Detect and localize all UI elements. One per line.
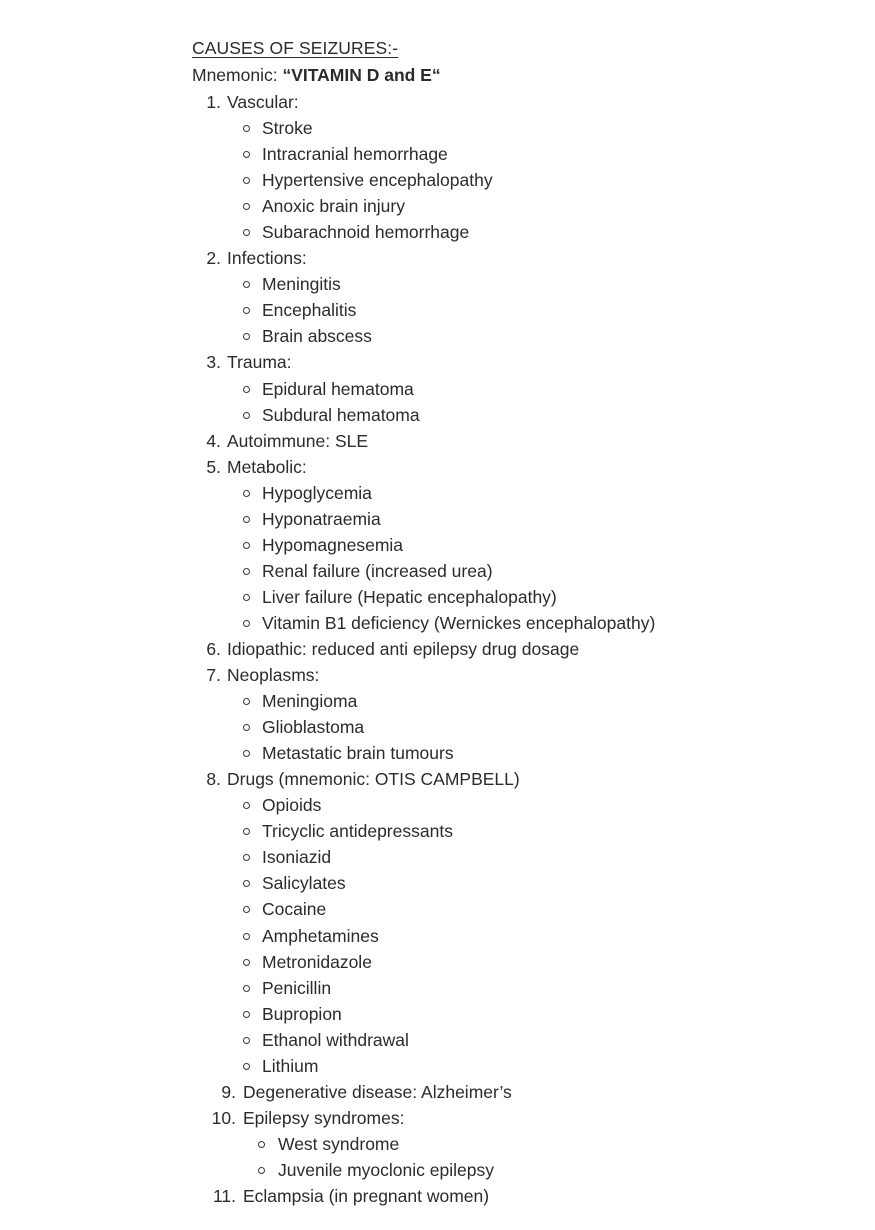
cause-number: 1. [206,92,221,112]
sub-item-label: Opioids [262,795,322,816]
hollow-bullet-icon [243,1011,250,1018]
hollow-bullet-icon [243,386,250,393]
hollow-bullet-icon [243,516,250,523]
hollow-bullet-icon [243,906,250,913]
hollow-bullet-icon [243,177,250,184]
hollow-bullet-icon [243,568,250,575]
sub-item-label: Metastatic brain tumours [262,743,454,764]
sub-item-label: Subdural hematoma [262,404,420,425]
hollow-bullet-icon [243,229,250,236]
cause-label: Infections: [227,248,307,269]
hollow-bullet-icon [243,959,250,966]
cause-label: Eclampsia (in pregnant women) [243,1185,490,1206]
hollow-bullet-icon [243,854,250,861]
sub-item-label: Isoniazid [262,847,332,868]
sub-item-label: Hyponatraemia [262,508,381,529]
mnemonic-value: “VITAMIN D and E“ [282,65,441,85]
sub-item-label: Stroke [262,118,313,139]
hollow-bullet-icon [243,594,250,601]
hollow-bullet-icon [243,490,250,497]
sub-item-label: Meningioma [262,691,358,712]
cause-label: Metabolic: [227,456,307,477]
hollow-bullet-icon [243,828,250,835]
hollow-bullet-icon [258,1141,265,1148]
cause-label: Drugs (mnemonic: OTIS CAMPBELL) [227,769,520,790]
sub-item-label: Lithium [262,1055,319,1076]
sub-item-label: Subarachnoid hemorrhage [262,222,470,243]
mnemonic-label: Mnemonic: [192,65,283,85]
hollow-bullet-icon [243,542,250,549]
hollow-bullet-icon [243,1037,250,1044]
sub-item-label: Cocaine [262,899,327,920]
sub-item-label: Encephalitis [262,300,357,321]
sub-item-label: Brain abscess [262,326,372,347]
cause-label: Idiopathic: reduced anti epilepsy drug dosage [227,638,580,659]
cause-number: 2. [206,248,221,269]
hollow-bullet-icon [243,333,250,340]
hollow-bullet-icon [243,880,250,887]
cause-number: 3. [206,352,221,373]
hollow-bullet-icon [243,698,250,705]
cause-number: 11. [212,1185,236,1206]
sub-item-label: Hypomagnesemia [262,534,404,555]
cause-label: Epilepsy syndromes: [243,1107,405,1128]
hollow-bullet-icon [243,151,250,158]
sub-item-label: Juvenile myoclonic epilepsy [278,1159,494,1180]
sub-item-label: Vitamin B1 deficiency (Wernickes encephalopathy) [262,612,656,633]
cause-label: Vascular: [227,92,299,112]
sub-item-label: Penicillin [262,977,332,998]
sub-item-label: Amphetamines [262,925,379,946]
cause-number: 8. [206,769,221,790]
hollow-bullet-icon [243,203,250,210]
sub-item-label: Glioblastoma [262,717,365,738]
cause-number: 6. [206,638,221,659]
page-title: CAUSES OF SEIZURES:- [192,38,399,58]
sub-item-label: Intracranial hemorrhage [262,144,448,165]
sub-item-label: Salicylates [262,873,346,894]
cause-label: Degenerative disease: Alzheimer’s [243,1081,512,1102]
hollow-bullet-icon [258,1167,265,1174]
sub-item-label: Ethanol withdrawal [262,1029,409,1050]
sub-item-label: Metronidazole [262,951,372,972]
cause-number: 4. [206,430,221,451]
hollow-bullet-icon [243,1063,250,1070]
sub-item-label: Meningitis [262,274,341,295]
hollow-bullet-icon [243,620,250,627]
sub-item-label: Anoxic brain injury [262,196,405,217]
hollow-bullet-icon [243,125,250,132]
hollow-bullet-icon [243,985,250,992]
hollow-bullet-icon [243,307,250,314]
sub-item-label: Renal failure (increased urea) [262,560,493,581]
cause-label: Trauma: [227,352,292,373]
mnemonic-line [192,64,441,86]
cause-number: 7. [206,665,221,686]
sub-item-label: Liver failure (Hepatic encephalopathy) [262,586,557,607]
sub-item-label: Tricyclic antidepressants [262,821,453,842]
cause-number: 5. [206,456,221,477]
hollow-bullet-icon [243,750,250,757]
sub-item-label: Epidural hematoma [262,378,414,399]
hollow-bullet-icon [243,412,250,419]
sub-item-label: West syndrome [278,1133,400,1154]
hollow-bullet-icon [243,802,250,809]
cause-number: 9. [221,1081,236,1102]
sub-item-label: Bupropion [262,1003,342,1024]
cause-label: Neoplasms: [227,665,320,686]
sub-item-label: Hypertensive encephalopathy [262,170,493,191]
hollow-bullet-icon [243,933,250,940]
cause-number: 10. [211,1107,236,1128]
cause-label: Autoimmune: SLE [227,430,369,451]
hollow-bullet-icon [243,281,250,288]
hollow-bullet-icon [243,724,250,731]
sub-item-label: Hypoglycemia [262,482,372,503]
